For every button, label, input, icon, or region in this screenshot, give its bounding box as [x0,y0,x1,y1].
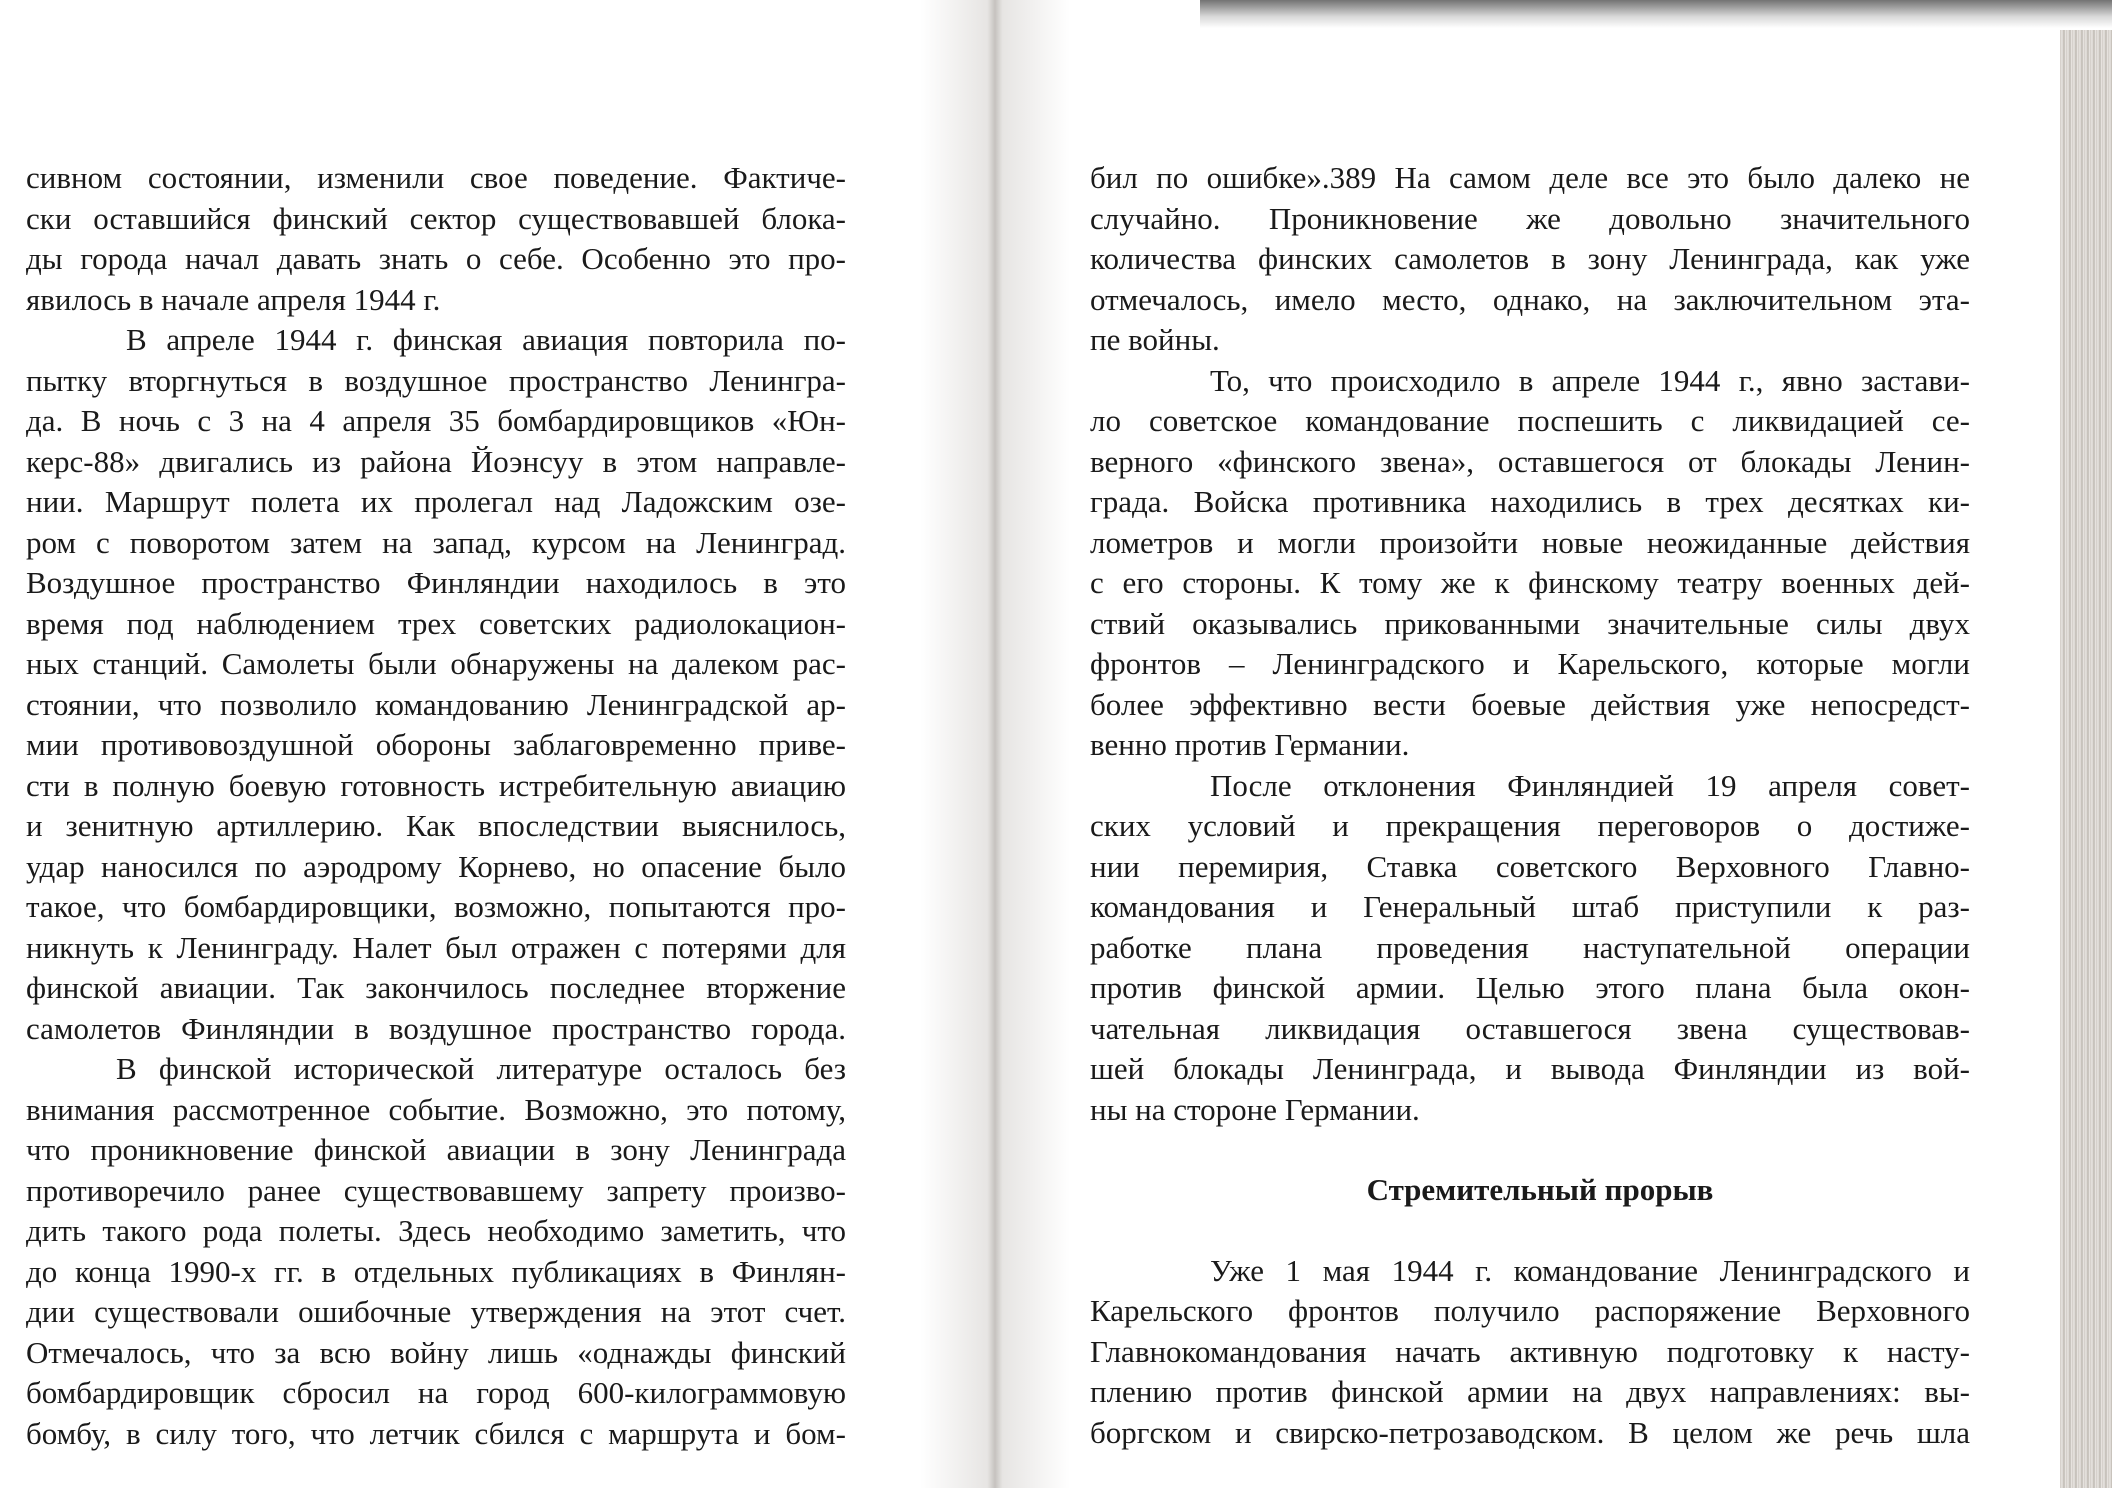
text-line: до конца 1990-х гг. в отдельных публикациях в Финлян- [26,1253,846,1289]
text-line: Главнокомандования начать активную подготовку к насту- [1090,1333,1970,1369]
text-line: ром с поворотом затем на запад, курсом на Ленинград. [26,524,846,560]
spacer [1090,1211,1970,1251]
text-line: с его стороны. К тому же к финскому театру военных дей- [1090,565,1970,600]
text-line: Воздушное пространство Финляндии находилось в это [26,565,846,600]
text-line: Уже 1 мая 1944 г. командование Ленинградского и [1210,1252,1970,1288]
section-heading: Стремительный прорыв [1366,1172,1714,1207]
text-line: командования и Генеральный штаб приступили к раз- [1090,889,1970,924]
text-line: мии противовоздушной обороны заблаговременно приве- [26,727,846,762]
text-line: против финской армии. Целью этого плана была окон- [1090,970,1970,1005]
text-line: никнуть к Ленинграду. Налет был отражен с потерями для [26,929,846,965]
spacer [1090,1130,1970,1170]
text-line: бил по ошибке».389 На самом деле все это было далеко не [1090,160,1970,195]
text-line: явилось в начале апреля 1944 г. [26,281,441,317]
text-line: венно против Германии. [1090,727,1410,762]
text-line: чательная ликвидация оставшегося звена существовав- [1090,1010,1970,1046]
text-line: То, что происходило в апреле 1944 г., явно застави- [1210,362,1970,398]
text-line: количества финских самолетов в зону Ленинграда, как уже [1090,241,1970,276]
text-line: ны на стороне Германии. [1090,1091,1420,1127]
text-line: нии перемирия, Ставка советского Верховного Главно- [1090,848,1970,884]
right-page [1070,0,2060,1488]
text-line: стоянии, что позволило командованию Ленинградской ар- [26,686,846,722]
text-line: ло советское командование поспешить с ликвидацией се- [1090,403,1970,438]
text-line: плению против финской армии на двух направлениях: вы- [1090,1374,1970,1409]
text-line: После отклонения Финляндией 19 апреля совет- [1210,767,1970,803]
text-line: удар наносился по аэродрому Корнево, но опасение было [26,848,846,884]
text-line: время под наблюдением трех советских радиолокацион- [26,605,846,641]
text-line: бомбу, в силу того, что летчик сбился с маршрута и бом- [26,1415,846,1451]
text-line: что проникновение финской авиации в зону Ленинграда [26,1132,846,1167]
text-line: случайно. Проникновение же довольно значительного [1090,200,1970,236]
text-line: лометров и могли произойти новые неожиданные действия [1090,524,1970,560]
text-line: боргском и свирско-петрозаводском. В целом же речь шла [1090,1414,1970,1450]
right-page-text [1090,158,1970,1453]
text-line: ски оставшийся финский сектор существовавшей блока- [26,200,846,236]
text-line: пе войны. [1090,322,1220,357]
text-line: В апреле 1944 г. финская авиация повторила по- [126,322,846,357]
text-line: пытку вторгнуться в воздушное пространство Ленингра- [26,362,846,398]
text-line: противоречило ранее существовавшему запрету произво- [26,1172,846,1208]
left-page [0,0,960,1488]
text-line: сти в полную боевую готовность истребительную авиацию [26,767,846,803]
text-line: финской авиации. Так закончилось последнее вторжение [26,970,846,1005]
text-line: ствий оказывались прикованными значительные силы двух [1090,605,1970,641]
text-line: дить такого рода полеты. Здесь необходимо заметить, что [26,1213,846,1248]
text-line: работке плана проведения наступательной операции [1090,929,1970,965]
text-line: града. Войска противника находились в трех десятках ки- [1090,484,1970,519]
text-line: более эффективно вести боевые действия уже непосредст- [1090,686,1970,722]
text-line: фронтов – Ленинградского и Карельского, которые могли [1090,646,1970,681]
text-line: сивном состоянии, изменили свое поведение. Фактиче- [26,160,846,195]
text-line: бомбардировщик сбросил на город 600-килограммовую [26,1375,846,1410]
text-line: ных станций. Самолеты были обнаружены на далеком рас- [26,646,846,681]
text-line: ских условий и прекращения переговоров о достиже- [1090,808,1970,843]
text-line: В финской исторической литературе осталось без [116,1051,846,1086]
text-line: внимания рассмотренное событие. Возможно, это потому, [26,1091,846,1127]
left-page-text [26,158,846,1454]
text-line: дии существовали ошибочные утверждения на этот счет. [26,1294,846,1329]
text-line: Карельского фронтов получило распоряжение Верховного [1090,1293,1970,1328]
page-edges [2060,30,2112,1488]
text-line: шей блокады Ленинграда, и вывода Финляндии из вой- [1090,1051,1970,1086]
text-line: верного «финского звена», оставшегося от блокады Ленин- [1090,443,1970,479]
text-line: да. В ночь с 3 на 4 апреля 35 бомбардировщиков «Юн- [26,403,846,438]
text-line: такое, что бомбардировщики, возможно, попытаются про- [26,889,846,924]
text-line: керс-88» двигались из района Йоэнсуу в этом направле- [26,443,846,479]
text-line: ды города начал давать знать о себе. Особенно это про- [26,241,846,276]
text-line: нии. Маршрут полета их пролегал над Ладожским озе- [26,484,846,519]
text-line: отмечалось, имело место, однако, на заключительном эта- [1090,281,1970,317]
text-line: и зенитную артиллерию. Как впоследствии выяснилось, [26,808,846,843]
text-line: Отмечалось, что за всю войну лишь «однажды финский [26,1334,846,1370]
text-line: самолетов Финляндии в воздушное пространство города. [26,1010,846,1046]
